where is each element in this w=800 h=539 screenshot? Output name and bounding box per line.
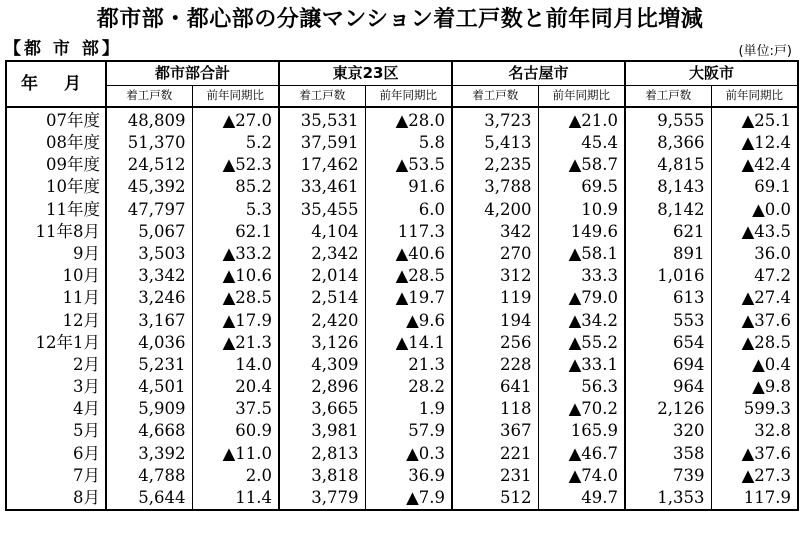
row-label: 11年度: [6, 199, 106, 221]
table-row: [6, 487, 798, 510]
yoy-cell: ▲0.3: [365, 443, 452, 465]
table-row: [6, 154, 798, 176]
starts-cell: 5,067: [106, 221, 192, 243]
starts-cell: 4,668: [106, 421, 192, 443]
starts-cell: 891: [625, 243, 711, 265]
yoy-cell: ▲25.1: [741, 110, 792, 130]
row-label: 9月: [6, 243, 106, 265]
starts-cell: 320: [625, 421, 711, 443]
yoy-cell: 47.2: [754, 266, 792, 286]
yoy-header: 前年同期比: [192, 86, 279, 108]
starts-cell: 8,143: [625, 177, 711, 199]
yoy-cell: 165.9: [538, 421, 625, 443]
yoy-cell: 62.1: [192, 221, 279, 243]
starts-cell: 2,342: [279, 243, 365, 265]
row-label: 07年度: [6, 107, 106, 132]
yoy-cell: ▲12.4: [741, 133, 792, 153]
yoy-cell: ▲37.6: [741, 310, 792, 330]
yoy-header: 前年同期比: [711, 86, 798, 108]
table-row: [6, 243, 798, 265]
table-row: [6, 199, 798, 221]
starts-cell: 8,142: [625, 199, 711, 221]
yoy-header: 前年同期比: [365, 86, 452, 108]
yoy-cell: 10.9: [538, 199, 625, 221]
unit-note: (単位:戸): [738, 44, 792, 59]
starts-cell: 47,797: [106, 199, 192, 221]
yoy-cell: 20.4: [192, 376, 279, 398]
yoy-cell: 56.3: [538, 376, 625, 398]
yoy-header: 前年同期比: [538, 86, 625, 108]
yoy-cell: ▲9.6: [365, 310, 452, 332]
starts-cell: 231: [452, 465, 538, 487]
yoy-cell: ▲10.6: [192, 265, 279, 287]
yoy-cell: ▲19.7: [365, 288, 452, 310]
yoy-cell: ▲34.2: [538, 310, 625, 332]
row-label: 11年8月: [6, 221, 106, 243]
starts-cell: 358: [625, 443, 711, 465]
region-header-row: [6, 61, 798, 86]
table-row: [6, 443, 798, 465]
yoy-cell: ▲46.7: [538, 443, 625, 465]
yoy-cell: ▲43.5: [741, 221, 792, 241]
starts-cell: 512: [452, 487, 538, 510]
starts-header: 着工戸数: [452, 86, 538, 108]
starts-cell: 3,723: [452, 107, 538, 132]
table-row: [6, 421, 798, 443]
row-label: 7月: [6, 465, 106, 487]
starts-cell: 3,503: [106, 243, 192, 265]
starts-cell: 4,036: [106, 332, 192, 354]
starts-cell: 228: [452, 354, 538, 376]
table-row: [6, 376, 798, 398]
table-row: [6, 221, 798, 243]
starts-cell: 553: [625, 310, 711, 332]
starts-cell: 964: [625, 376, 711, 398]
starts-cell: 2,420: [279, 310, 365, 332]
starts-cell: 694: [625, 354, 711, 376]
starts-header: 着工戸数: [625, 86, 711, 108]
yoy-cell: ▲52.3: [192, 154, 279, 176]
yoy-cell: ▲28.5: [741, 332, 792, 352]
yoy-cell: ▲40.6: [365, 243, 452, 265]
starts-cell: 2,514: [279, 288, 365, 310]
starts-cell: 48,809: [106, 107, 192, 132]
row-label: 11月: [6, 288, 106, 310]
yoy-cell: 57.9: [365, 421, 452, 443]
region-header: 名古屋市: [452, 61, 625, 86]
starts-cell: 35,531: [279, 107, 365, 132]
table-row: [6, 265, 798, 287]
starts-cell: 5,413: [452, 132, 538, 154]
starts-cell: 51,370: [106, 132, 192, 154]
starts-cell: 367: [452, 421, 538, 443]
yoy-cell: ▲55.2: [538, 332, 625, 354]
yoy-cell: 85.2: [192, 177, 279, 199]
yoy-cell: ▲28.0: [365, 107, 452, 132]
starts-cell: 1,353: [625, 487, 711, 510]
yoy-cell: ▲14.1: [365, 332, 452, 354]
yoy-cell: ▲33.2: [192, 243, 279, 265]
starts-cell: 613: [625, 288, 711, 310]
starts-cell: 3,126: [279, 332, 365, 354]
starts-cell: 3,981: [279, 421, 365, 443]
starts-cell: 17,462: [279, 154, 365, 176]
sub-header-row: [6, 86, 798, 108]
yoy-cell: ▲7.9: [365, 487, 452, 510]
starts-header: 着工戸数: [279, 86, 365, 108]
yoy-cell: 69.5: [538, 177, 625, 199]
starts-cell: 621: [625, 221, 711, 243]
row-label: 6月: [6, 443, 106, 465]
yoy-cell: 5.3: [192, 199, 279, 221]
starts-cell: 4,815: [625, 154, 711, 176]
starts-cell: 118: [452, 398, 538, 420]
starts-cell: 3,779: [279, 487, 365, 510]
starts-header: 着工戸数: [106, 86, 192, 108]
starts-cell: 3,665: [279, 398, 365, 420]
starts-cell: 221: [452, 443, 538, 465]
yoy-cell: ▲21.0: [538, 107, 625, 132]
yoy-cell: ▲42.4: [741, 155, 792, 175]
row-label: 08年度: [6, 132, 106, 154]
yoy-cell: ▲33.1: [538, 354, 625, 376]
region-header: 東京23区: [279, 61, 452, 86]
yoy-cell: 45.4: [538, 132, 625, 154]
yoy-cell: 149.6: [538, 221, 625, 243]
starts-cell: 2,896: [279, 376, 365, 398]
yoy-cell: ▲28.5: [365, 265, 452, 287]
table-row: [6, 177, 798, 199]
yoy-cell: 49.7: [538, 487, 625, 510]
table-row: [6, 310, 798, 332]
starts-cell: 3,167: [106, 310, 192, 332]
yoy-cell: ▲9.8: [752, 377, 792, 397]
row-label: 4月: [6, 398, 106, 420]
yoy-cell: 14.0: [192, 354, 279, 376]
yoy-cell: 11.4: [192, 487, 279, 510]
starts-cell: 641: [452, 376, 538, 398]
yoy-cell: ▲0.4: [752, 354, 792, 374]
yoy-cell: ▲53.5: [365, 154, 452, 176]
yoy-cell: 1.9: [365, 398, 452, 420]
yoy-cell: ▲70.2: [538, 398, 625, 420]
row-label: 12年1月: [6, 332, 106, 354]
row-label: 10月: [6, 265, 106, 287]
starts-cell: 45,392: [106, 177, 192, 199]
starts-cell: 5,909: [106, 398, 192, 420]
starts-cell: 256: [452, 332, 538, 354]
starts-cell: 33,461: [279, 177, 365, 199]
table-row: [6, 288, 798, 310]
starts-cell: 37,591: [279, 132, 365, 154]
section-label: 【都 市 部】: [4, 39, 122, 59]
table-row: [6, 354, 798, 376]
yoy-cell: 117.3: [365, 221, 452, 243]
starts-cell: 342: [452, 221, 538, 243]
starts-cell: 2,813: [279, 443, 365, 465]
starts-cell: 312: [452, 265, 538, 287]
page-title: 都市部・都心部の分譲マンション着工戸数と前年同月比増減: [96, 7, 704, 32]
yoy-cell: ▲58.1: [538, 243, 625, 265]
starts-cell: 2,014: [279, 265, 365, 287]
yoy-cell: 5.2: [192, 132, 279, 154]
starts-cell: 119: [452, 288, 538, 310]
starts-cell: 654: [625, 332, 711, 354]
yoy-cell: ▲27.4: [741, 288, 792, 308]
row-label: 12月: [6, 310, 106, 332]
starts-cell: 3,818: [279, 465, 365, 487]
table-row: [6, 465, 798, 487]
yoy-cell: 69.1: [754, 177, 792, 197]
yoy-cell: 36.9: [365, 465, 452, 487]
starts-cell: 24,512: [106, 154, 192, 176]
starts-cell: 4,200: [452, 199, 538, 221]
yoy-cell: 60.9: [192, 421, 279, 443]
starts-cell: 5,644: [106, 487, 192, 510]
starts-cell: 270: [452, 243, 538, 265]
table-row: [6, 107, 798, 132]
yoy-cell: 21.3: [365, 354, 452, 376]
yoy-cell: ▲27.3: [741, 465, 792, 485]
starts-cell: 4,501: [106, 376, 192, 398]
yoy-cell: ▲28.5: [192, 288, 279, 310]
yoy-cell: 28.2: [365, 376, 452, 398]
starts-cell: 3,246: [106, 288, 192, 310]
starts-cell: 1,016: [625, 265, 711, 287]
starts-cell: 35,455: [279, 199, 365, 221]
starts-cell: 3,392: [106, 443, 192, 465]
yoy-cell: 2.0: [192, 465, 279, 487]
starts-cell: 4,309: [279, 354, 365, 376]
yoy-cell: ▲37.6: [741, 443, 792, 463]
starts-cell: 4,788: [106, 465, 192, 487]
starts-cell: 2,235: [452, 154, 538, 176]
table-row: [6, 332, 798, 354]
yoy-cell: ▲79.0: [538, 288, 625, 310]
table-row: [6, 132, 798, 154]
yoy-cell: 91.6: [365, 177, 452, 199]
yoy-cell: ▲0.0: [752, 199, 792, 219]
yoy-cell: 599.3: [743, 399, 792, 419]
table-body: [6, 107, 798, 510]
region-header: 大阪市: [625, 61, 798, 86]
yoy-cell: 37.5: [192, 398, 279, 420]
table-header: [6, 61, 798, 107]
row-label: 10年度: [6, 177, 106, 199]
yoy-cell: ▲27.0: [192, 107, 279, 132]
region-header: 都市部合計: [106, 61, 279, 86]
row-label: 2月: [6, 354, 106, 376]
starts-cell: 3,788: [452, 177, 538, 199]
starts-cell: 194: [452, 310, 538, 332]
yoy-cell: 117.9: [743, 488, 792, 508]
yoy-cell: ▲74.0: [538, 465, 625, 487]
yoy-cell: 33.3: [538, 265, 625, 287]
starts-cell: 739: [625, 465, 711, 487]
yoy-cell: 36.0: [754, 243, 792, 263]
starts-cell: 5,231: [106, 354, 192, 376]
yoy-cell: 32.8: [754, 421, 792, 441]
starts-cell: 3,342: [106, 265, 192, 287]
table-row: [6, 398, 798, 420]
data-table: [5, 60, 799, 511]
row-label: 5月: [6, 421, 106, 443]
starts-cell: 8,366: [625, 132, 711, 154]
row-label: 8月: [6, 487, 106, 510]
yoy-cell: ▲17.9: [192, 310, 279, 332]
starts-cell: 4,104: [279, 221, 365, 243]
yoy-cell: ▲58.7: [538, 154, 625, 176]
year-month-header: 年 月: [6, 61, 106, 107]
yoy-cell: 6.0: [365, 199, 452, 221]
starts-cell: 2,126: [625, 398, 711, 420]
starts-cell: 9,555: [625, 107, 711, 132]
yoy-cell: 5.8: [365, 132, 452, 154]
yoy-cell: ▲11.0: [192, 443, 279, 465]
yoy-cell: ▲21.3: [192, 332, 279, 354]
row-label: 3月: [6, 376, 106, 398]
row-label: 09年度: [6, 154, 106, 176]
